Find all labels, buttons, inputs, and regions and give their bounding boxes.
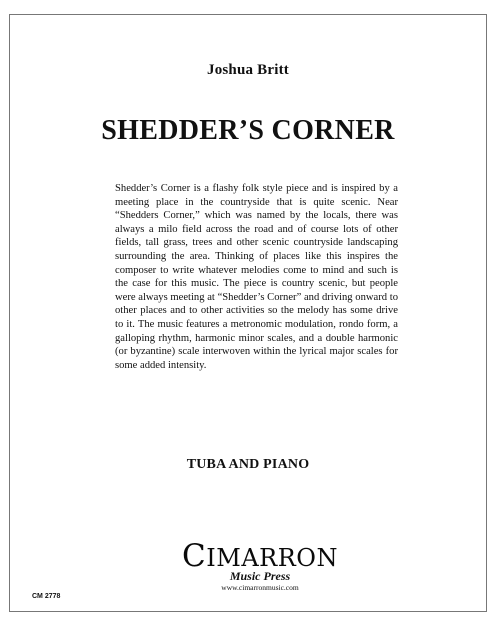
publisher-logo [160, 538, 360, 592]
instrumentation: TUBA AND PIANO [186, 457, 310, 472]
cover-page [9, 14, 487, 612]
piece-description: Shedder’s Corner is a flashy folk style piece and is inspired by a meeting place in the countryside that is quite scenic. Near “Shedders Corner,” which was named by the locals, there was always a milo field across the road and of course lots of other fields, tall grass, trees and other scenic countryside landscaping surrounding the area. Thinking of places like this inspires the composer to write whatever melodies come to mind and such is the case for this music. The piece is country scenic, but people were always meeting at “Shedder’s Corner” and driving onward to other places and to other activities so the melody has some drive to it. The music features a metronomic modulation, rondo form, a galloping rhythm, harmonic minor scales, and a double harmonic (or byzantine) scale interwoven within the lyrical major scales for some added intensity. [115, 183, 398, 371]
publisher-subtitle: Music Press [229, 569, 291, 583]
composer-name: Joshua Britt [207, 62, 289, 78]
catalog-number: CM 2778 [32, 593, 61, 600]
piece-title: SHEDDER’S CORNER [101, 115, 395, 146]
publisher-url: www.cimarronmusic.com [221, 583, 299, 592]
publisher-name: CIMARRON [182, 538, 338, 574]
